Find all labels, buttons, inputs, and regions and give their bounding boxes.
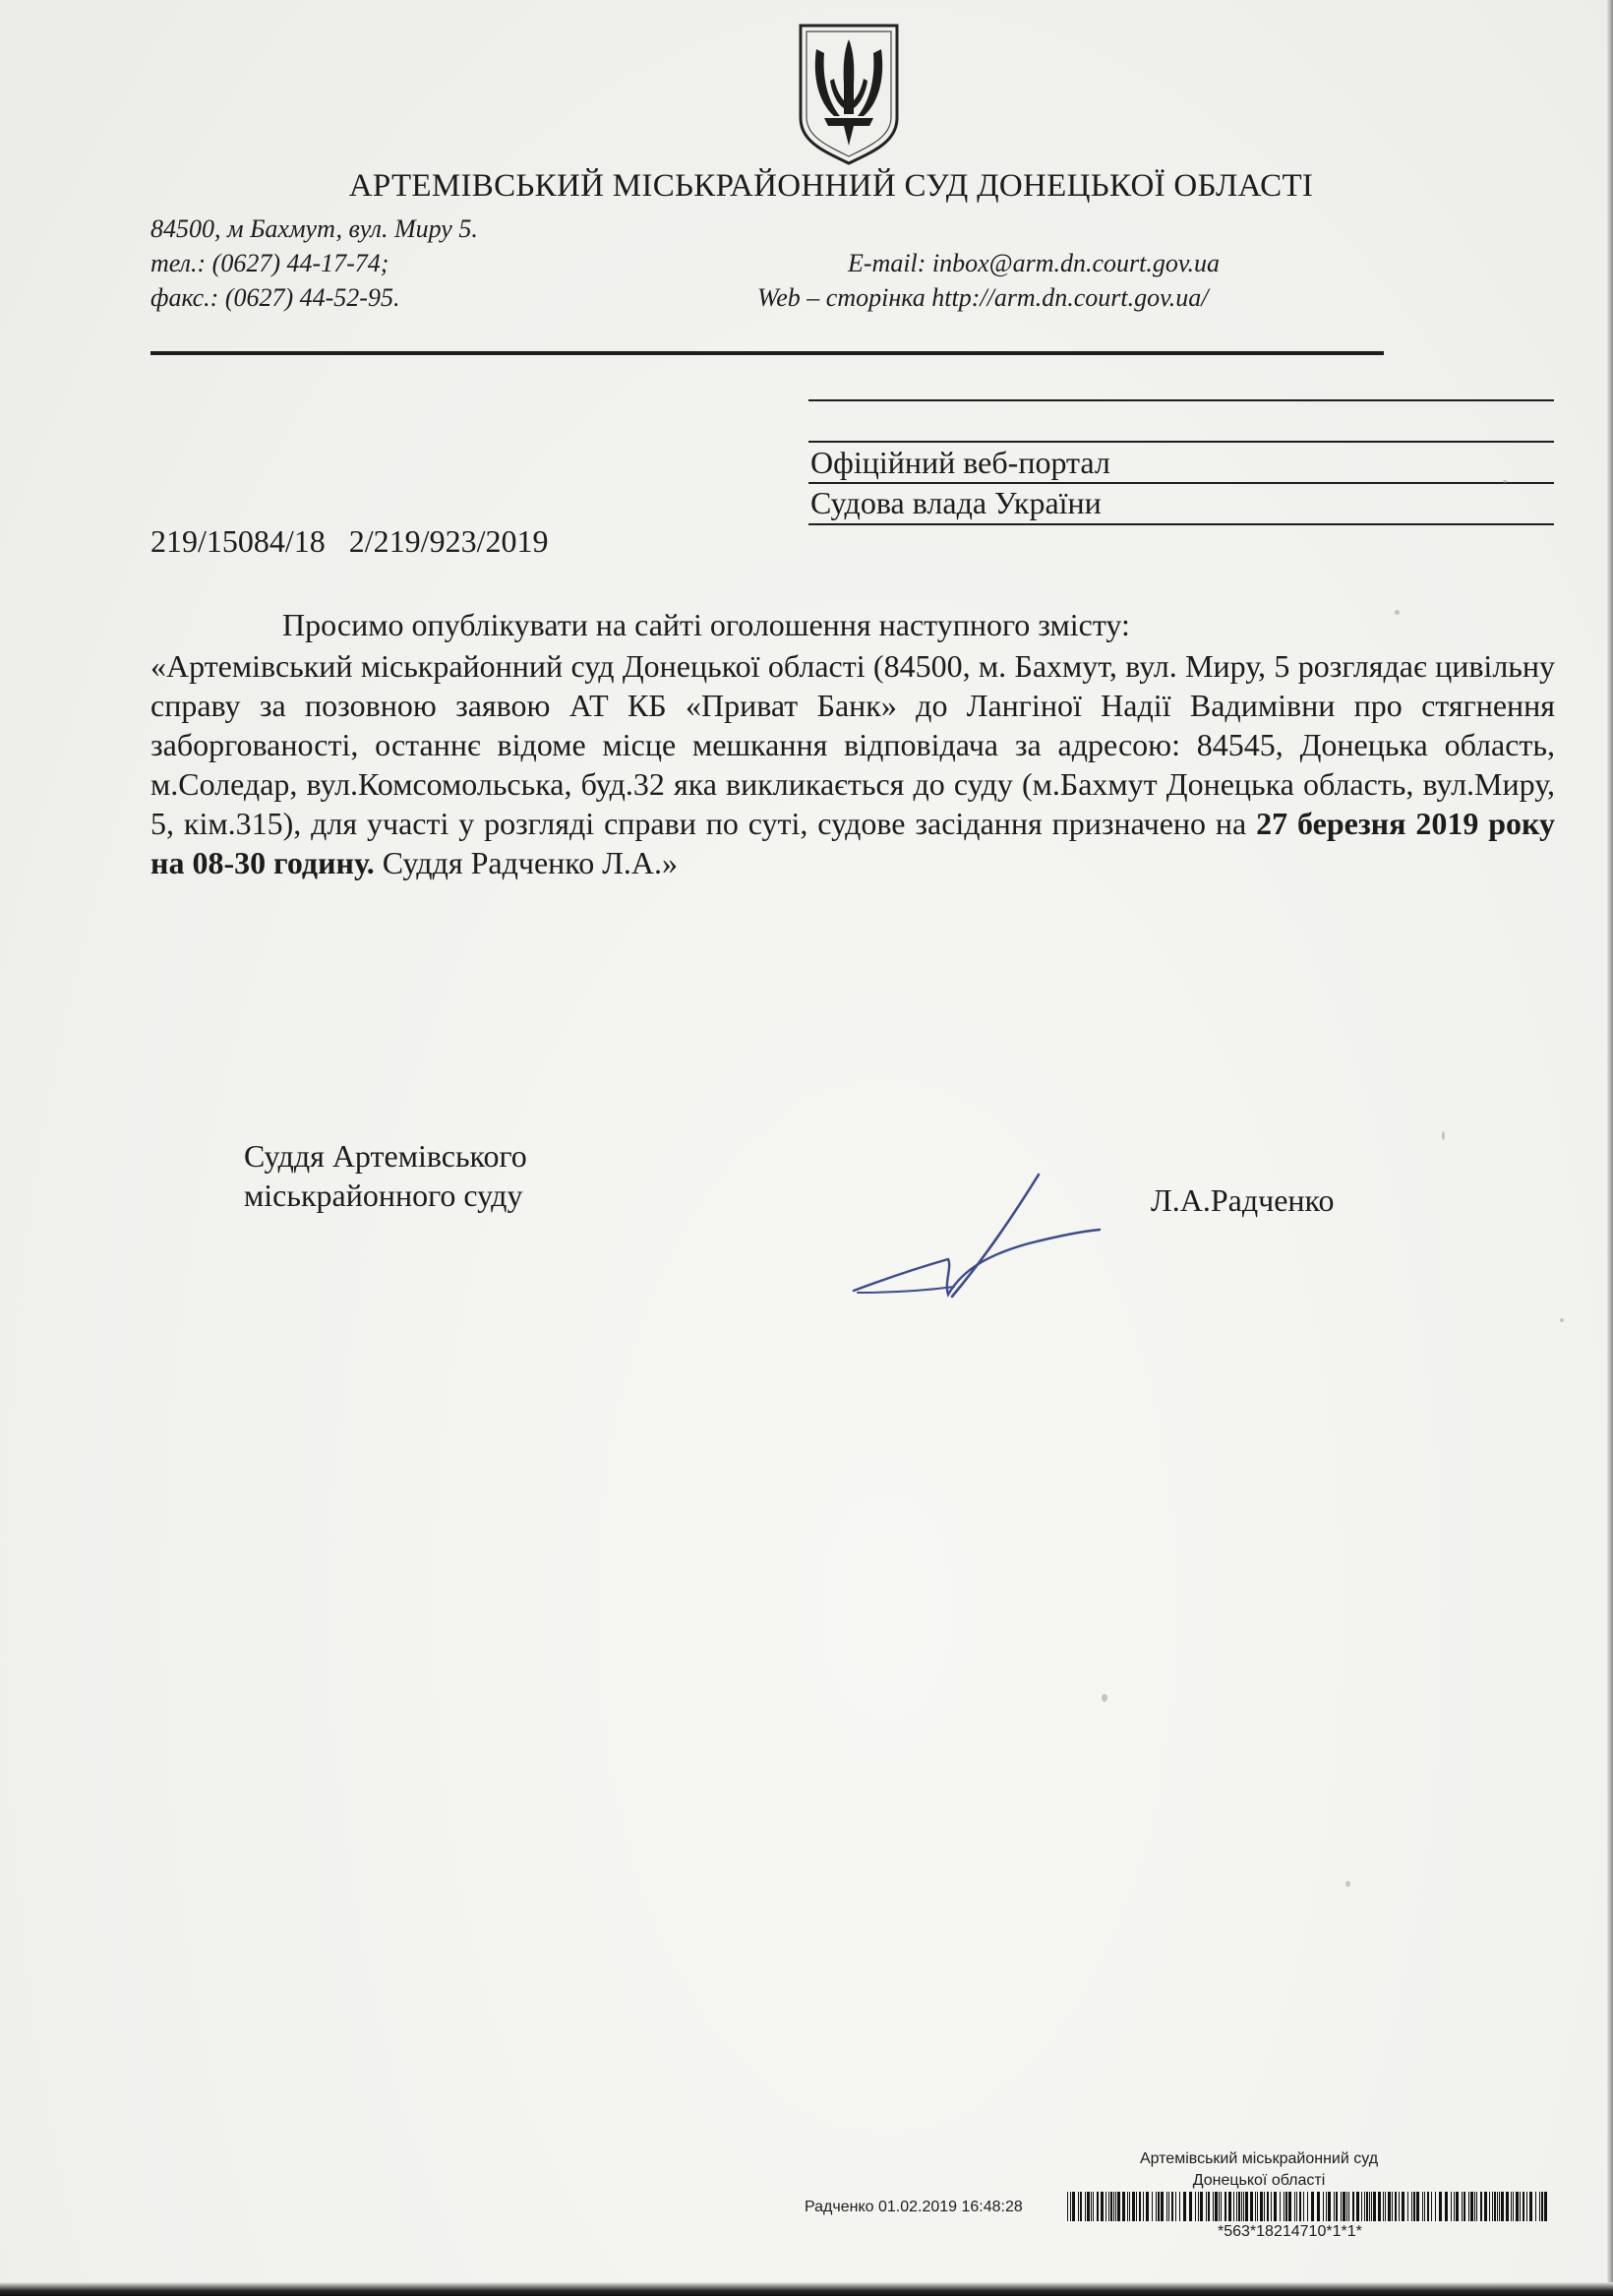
barcode-bar bbox=[1097, 2192, 1099, 2221]
barcode-bar bbox=[1236, 2192, 1237, 2221]
barcode-bar bbox=[1243, 2192, 1244, 2221]
barcode-bar bbox=[1411, 2192, 1412, 2221]
barcode-bar bbox=[1399, 2192, 1400, 2221]
barcode-bar bbox=[1499, 2192, 1500, 2221]
barcode-bar bbox=[1213, 2192, 1214, 2221]
barcode-bar bbox=[1238, 2192, 1240, 2221]
barcode-bar bbox=[1383, 2192, 1384, 2221]
barcode-bar bbox=[1364, 2192, 1365, 2221]
barcode-bar bbox=[1413, 2192, 1415, 2221]
case-number: 219/15084/18 2/219/923/2019 bbox=[150, 523, 549, 559]
barcode-bar bbox=[1274, 2192, 1277, 2221]
barcode-bar bbox=[1307, 2192, 1308, 2221]
court-website: Web – сторінка http://arm.dn.court.gov.ua/ bbox=[757, 283, 1209, 312]
barcode-bar bbox=[1388, 2192, 1391, 2221]
barcode-bar bbox=[1152, 2192, 1153, 2221]
barcode-bar bbox=[1080, 2192, 1082, 2221]
recipient-underline-1 bbox=[808, 482, 1554, 484]
announcement-main: «Артемівський міськрайонний суд Донецької області (84500, м. Бахмут, вул. Миру, 5 розглядає цивільну справу за позовною заявою АТ КБ «Приват Банк» до Лангіної Надії Вадимівни про стягнення заборгованості, останнє відоме місце мешкання відповідача за адресою: 84545, Донецька область, м.Соледар, вул.Комсомольська, буд.32 яка викликається до суду (м.Бахмут Донецька область, вул.Миру, 5, кім.315), для участі у розгляді справи по суті, судове засідання призначено на bbox=[150, 648, 1555, 841]
barcode-bar bbox=[1497, 2192, 1498, 2221]
barcode-bar bbox=[1288, 2192, 1291, 2221]
barcode-bar bbox=[1122, 2192, 1125, 2221]
barcode-bar bbox=[1454, 2192, 1455, 2221]
barcode-bar bbox=[1361, 2192, 1362, 2221]
barcode-bar bbox=[1346, 2192, 1347, 2221]
court-email: E-mail: inbox@arm.dn.court.gov.ua bbox=[848, 249, 1220, 277]
barcode-bar bbox=[1139, 2192, 1141, 2221]
barcode-bar bbox=[1462, 2192, 1463, 2221]
barcode-bar bbox=[1506, 2192, 1509, 2221]
barcode-bar bbox=[1105, 2192, 1106, 2221]
barcode-bar bbox=[1257, 2192, 1258, 2221]
barcode-bar bbox=[1539, 2192, 1540, 2221]
handwritten-signature bbox=[846, 1169, 1111, 1306]
barcode-bar bbox=[1208, 2192, 1210, 2221]
barcode-bar bbox=[1494, 2192, 1496, 2221]
barcode-bar bbox=[1445, 2192, 1448, 2221]
scan-speck bbox=[1102, 1694, 1107, 1702]
barcode-bar bbox=[1129, 2192, 1130, 2221]
barcode-bar bbox=[1334, 2192, 1335, 2221]
barcode-bar bbox=[1285, 2192, 1287, 2221]
barcode-bar bbox=[1511, 2192, 1512, 2221]
barcode-bar bbox=[1439, 2192, 1442, 2221]
barcode-bar bbox=[1179, 2192, 1180, 2221]
signatory-title-line-1: Суддя Артемівського bbox=[244, 1138, 527, 1174]
barcode-bar bbox=[1492, 2192, 1493, 2221]
barcode-bar bbox=[1093, 2192, 1094, 2221]
court-address: 84500, м Бахмут, вул. Миру 5. bbox=[150, 214, 478, 243]
barcode-bar bbox=[1171, 2192, 1173, 2221]
barcode-bar bbox=[1336, 2192, 1338, 2221]
barcode-bar bbox=[1101, 2192, 1104, 2221]
barcode-bar bbox=[1219, 2192, 1220, 2221]
barcode-bar bbox=[1343, 2192, 1345, 2221]
barcode-bar bbox=[1470, 2192, 1473, 2221]
barcode-bar bbox=[1489, 2192, 1490, 2221]
barcode-bar bbox=[1366, 2192, 1368, 2221]
recipient-underline-2 bbox=[808, 523, 1554, 525]
barcode-bar bbox=[1451, 2192, 1452, 2221]
barcode-bar bbox=[1166, 2192, 1167, 2221]
barcode-bar bbox=[1241, 2192, 1242, 2221]
court-fax: факс.: (0627) 44-52-95. bbox=[150, 283, 400, 312]
barcode-bar bbox=[1328, 2192, 1331, 2221]
barcode-bar bbox=[1078, 2192, 1079, 2221]
barcode-bar bbox=[1260, 2192, 1263, 2221]
barcode-bar bbox=[1464, 2192, 1465, 2221]
barcode-bar bbox=[1296, 2192, 1297, 2221]
barcode-bar bbox=[1526, 2192, 1527, 2221]
barcode-bar bbox=[1422, 2192, 1423, 2221]
barcode-bar bbox=[1168, 2192, 1169, 2221]
barcode-bar bbox=[1085, 2192, 1086, 2221]
barcode-bar bbox=[1233, 2192, 1234, 2221]
barcode-bar bbox=[1183, 2192, 1186, 2221]
barcode-bar bbox=[1280, 2192, 1281, 2221]
barcode-bar bbox=[1158, 2192, 1160, 2221]
barcode-bar bbox=[1255, 2192, 1256, 2221]
announcement-ending: Суддя Радченко Л.А.» bbox=[374, 845, 679, 880]
barcode-bar bbox=[1110, 2192, 1112, 2221]
barcode-bar bbox=[1161, 2192, 1164, 2221]
court-phone: тел.: (0627) 44-17-74; bbox=[150, 249, 389, 277]
barcode-bar bbox=[1352, 2192, 1354, 2221]
scan-speck bbox=[1345, 1881, 1350, 1887]
barcode-bar bbox=[1369, 2192, 1370, 2221]
barcode-bar bbox=[1294, 2192, 1295, 2221]
barcode-bar bbox=[1523, 2192, 1524, 2221]
barcode-bar bbox=[1378, 2192, 1381, 2221]
barcode-bar bbox=[1348, 2192, 1349, 2221]
barcode-bar bbox=[1175, 2192, 1176, 2221]
barcode-bar bbox=[1520, 2192, 1521, 2221]
scan-speck bbox=[1503, 480, 1507, 483]
barcode-bar bbox=[1424, 2192, 1425, 2221]
recipient-blank-line-2 bbox=[808, 441, 1554, 443]
barcode-bar bbox=[1435, 2192, 1436, 2221]
barcode-bar bbox=[1395, 2192, 1397, 2221]
barcode-bar bbox=[1228, 2192, 1231, 2221]
barcode-bar bbox=[1541, 2192, 1543, 2221]
barcode-bar bbox=[1427, 2192, 1429, 2221]
barcode-bar bbox=[1326, 2192, 1327, 2221]
scan-speck bbox=[1395, 610, 1400, 615]
scan-edge-bottom bbox=[0, 2282, 1613, 2296]
signatory-name: Л.А.Радченко bbox=[1151, 1182, 1335, 1218]
barcode-bar bbox=[1143, 2192, 1144, 2221]
barcode-bar bbox=[1108, 2192, 1109, 2221]
barcode-bar bbox=[1221, 2192, 1222, 2221]
barcode-bar bbox=[1271, 2192, 1272, 2221]
barcode-bar bbox=[1456, 2192, 1459, 2221]
barcode-bar bbox=[1087, 2192, 1090, 2221]
barcode-bar bbox=[1117, 2192, 1120, 2221]
barcode-bar bbox=[1067, 2192, 1068, 2221]
barcode-bar bbox=[1113, 2192, 1114, 2221]
barcode-bar bbox=[1250, 2192, 1253, 2221]
barcode-bar bbox=[1516, 2192, 1519, 2221]
barcode-bar bbox=[1431, 2192, 1432, 2221]
barcode-bar bbox=[1402, 2192, 1404, 2221]
hearing-date: 27 березня 2019 року на 08-30 годину. bbox=[150, 806, 1556, 880]
barcode-bar bbox=[1474, 2192, 1475, 2221]
barcode-bar bbox=[1299, 2192, 1301, 2221]
signatory-title-line-2: міськрайонного суду bbox=[244, 1178, 523, 1213]
header-divider bbox=[150, 351, 1384, 355]
barcode-bar bbox=[1189, 2192, 1192, 2221]
stamp-court-line-2: Донецької області bbox=[1192, 2172, 1326, 2189]
barcode-bar bbox=[1195, 2192, 1196, 2221]
barcode-bar bbox=[1156, 2192, 1157, 2221]
barcode-bar bbox=[1303, 2192, 1304, 2221]
barcode-bar bbox=[1136, 2192, 1137, 2221]
barcode bbox=[1067, 2192, 1549, 2221]
barcode-bar bbox=[1225, 2192, 1226, 2221]
barcode-bar bbox=[1198, 2192, 1199, 2221]
barcode-bar bbox=[1132, 2192, 1135, 2221]
recipient-blank-line-1 bbox=[808, 399, 1554, 401]
barcode-text: *563*18214710*1*1* bbox=[1218, 2223, 1362, 2240]
barcode-bar bbox=[1513, 2192, 1514, 2221]
barcode-bar bbox=[1341, 2192, 1342, 2221]
barcode-bar bbox=[1215, 2192, 1218, 2221]
barcode-bar bbox=[1484, 2192, 1487, 2221]
barcode-bar bbox=[1127, 2192, 1128, 2221]
barcode-bar bbox=[1267, 2192, 1269, 2221]
barcode-bar bbox=[1070, 2192, 1071, 2221]
tryzub-emblem-icon bbox=[795, 20, 903, 167]
barcode-bar bbox=[1385, 2192, 1386, 2221]
scan-edge-right bbox=[1607, 0, 1613, 2296]
recipient-line-2: Судова влада України bbox=[810, 485, 1102, 520]
barcode-bar bbox=[1371, 2192, 1372, 2221]
scan-speck bbox=[1560, 1318, 1564, 1322]
barcode-bar bbox=[1317, 2192, 1320, 2221]
stamp-user-datetime: Радченко 01.02.2019 16:48:28 bbox=[805, 2199, 1023, 2215]
barcode-bar bbox=[1535, 2192, 1536, 2221]
barcode-bar bbox=[1245, 2192, 1248, 2221]
announcement-text bbox=[150, 646, 1555, 882]
barcode-bar bbox=[1264, 2192, 1265, 2221]
barcode-bar bbox=[1311, 2192, 1314, 2221]
recipient-line-1: Офіційний веб-портал bbox=[810, 445, 1110, 480]
barcode-bar bbox=[1323, 2192, 1324, 2221]
barcode-bar bbox=[1146, 2192, 1149, 2221]
barcode-bar bbox=[1480, 2192, 1482, 2221]
barcode-bar bbox=[1416, 2192, 1419, 2221]
barcode-bar bbox=[1091, 2192, 1092, 2221]
barcode-bar bbox=[1501, 2192, 1504, 2221]
barcode-bar bbox=[1206, 2192, 1207, 2221]
barcode-bar bbox=[1373, 2192, 1376, 2221]
barcode-bar bbox=[1072, 2192, 1075, 2221]
barcode-bar bbox=[1544, 2192, 1547, 2221]
barcode-bar bbox=[1407, 2192, 1408, 2221]
barcode-bar bbox=[1200, 2192, 1203, 2221]
scan-speck bbox=[1442, 1131, 1445, 1140]
barcode-bar bbox=[1115, 2192, 1116, 2221]
barcode-bar bbox=[1468, 2192, 1469, 2221]
barcode-bar bbox=[1476, 2192, 1477, 2221]
barcode-bar bbox=[1529, 2192, 1532, 2221]
court-name: АРТЕМІВСЬКИЙ МІСЬКРАЙОННИЙ СУД ДОНЕЦЬКОЇ ОБЛАСТІ bbox=[348, 168, 1314, 204]
barcode-bar bbox=[1392, 2192, 1393, 2221]
request-line: Просимо опублікувати на сайті оголошення наступного змісту: bbox=[282, 607, 1130, 642]
barcode-bar bbox=[1356, 2192, 1359, 2221]
stamp-court-line-1: Артемівський міськрайонний суд bbox=[1139, 2150, 1379, 2167]
